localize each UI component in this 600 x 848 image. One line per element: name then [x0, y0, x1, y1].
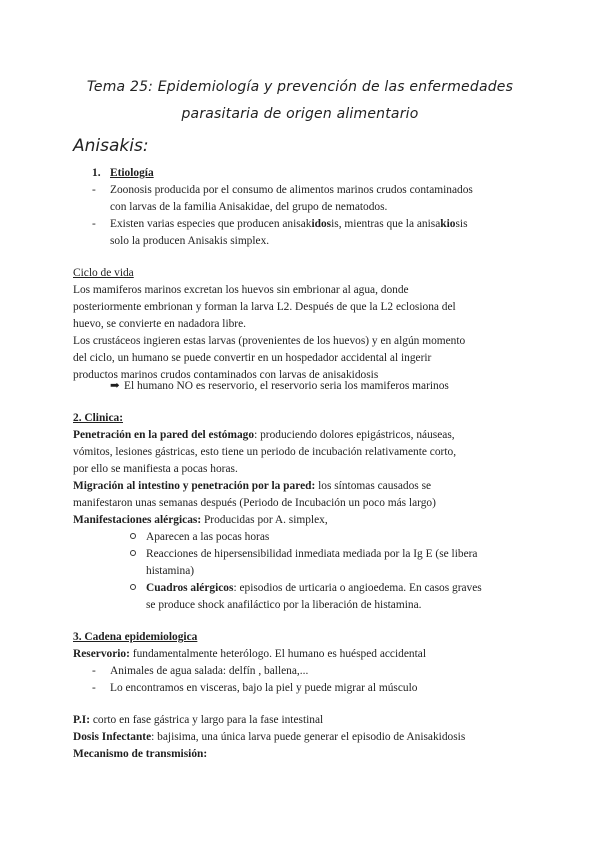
s2-heading: 2. Clinica: — [73, 412, 123, 424]
s3-dosis-line: Dosis Infectante: bajisima, una única larva puede generar el episodio de Anisakidosis — [73, 731, 466, 743]
s1-bullet1-line1: Zoonosis producida por el consumo de alimentos marinos crudos contaminados — [110, 184, 473, 196]
s3-heading: 3. Cadena epidemiologica — [73, 631, 198, 643]
s2-migracion-line2: manifestaron unas semanas después (Periodo de Incubación un poco más largo) — [73, 497, 436, 509]
dash-bullet: - — [92, 184, 96, 196]
s3-pi-line: P.I: corto en fase gástrica y largo para la fase intestinal — [73, 714, 324, 726]
s2-circle-item3-line2: se produce shock anafiláctico por la liberación de histamina. — [146, 599, 422, 611]
ciclo-p2-line2: del ciclo, un humano se puede convertir en un hospedador accidental al ingerir — [73, 352, 432, 364]
ciclo-p2-line3: productos marinos crudos contaminados con larvas de anisakidosis — [73, 369, 379, 381]
document-title-line-2: parasitaria de origen alimentario — [181, 106, 419, 122]
s3-reservorio-line: Reservorio: fundamentalmente heterólogo. El humano es huésped accidental — [73, 648, 426, 660]
s2-penetracion-line2: vómitos, lesiones gástricas, esto tiene un periodo de incubación relativamente corto, — [73, 446, 457, 458]
ciclo-heading: Ciclo de vida — [73, 267, 134, 279]
ciclo-p1-line1: Los mamiferos marinos excretan los huevos sin embrionar al agua, donde — [73, 284, 409, 296]
dash-bullet: - — [92, 218, 96, 230]
s2-manifestaciones-line1: Manifestaciones alérgicas: Producidas por A. simplex, — [73, 514, 328, 526]
s2-circle-item1: Aparecen a las pocas horas — [146, 531, 270, 543]
ciclo-p1-line2: posteriormente embrionan y forman la larva L2. Después de que la L2 eclosiona del — [73, 301, 456, 313]
s2-circle-item2-line2: histamina) — [146, 565, 195, 577]
s3-dash-item2: Lo encontramos en visceras, bajo la piel y puede migrar al músculo — [110, 682, 418, 694]
dash-bullet: - — [92, 665, 96, 677]
s2-migracion-line1: Migración al intestino y penetración por la pared: los síntomas causados se — [73, 480, 432, 492]
ciclo-note: El humano NO es reservorio, el reservorio seria los mamiferos marinos — [124, 380, 449, 392]
s1-heading: Etiología — [110, 167, 154, 179]
s1-bullet2-line2: solo la producen Anisakis simplex. — [110, 235, 270, 247]
s2-circle-item2-line1: Reacciones de hipersensibilidad inmediata mediada por la Ig E (se libera — [146, 548, 478, 560]
s2-penetracion-line3: por ello se manifiesta a pocas horas. — [73, 463, 238, 475]
s1-bullet1-line2: con larvas de la familia Anisakidae, del grupo de nematodos. — [110, 201, 388, 213]
circle-bullet — [130, 550, 136, 556]
s2-circle-item3-line1: Cuadros alérgicos: episodios de urticaria o angioedema. En casos graves — [146, 582, 482, 594]
s1-bullet2-line1: Existen varias especies que producen anisakidosis, mientras que la anisakiosis — [110, 218, 468, 230]
dash-bullet: - — [92, 682, 96, 694]
s3-mecanismo-line: Mecanismo de transmisión: — [73, 748, 208, 760]
arrow-icon: ➡ — [110, 380, 120, 392]
document-title-line-1: Tema 25: Epidemiología y prevención de las enfermedades — [86, 79, 514, 95]
circle-bullet — [130, 584, 136, 590]
section-heading-anisakis: Anisakis: — [73, 136, 149, 156]
s1-number: 1. — [92, 167, 101, 179]
s2-penetracion-line1: Penetración en la pared del estómago: produciendo dolores epigástricos, náuseas, — [73, 429, 455, 441]
ciclo-p1-line3: huevo, se convierte en nadadora libre. — [73, 318, 247, 330]
circle-bullet — [130, 533, 136, 539]
ciclo-p2-line1: Los crustáceos ingieren estas larvas (provenientes de los huevos) y en algún momento — [73, 335, 466, 347]
s3-dash-item1: Animales de agua salada: delfín , ballena,... — [110, 665, 309, 677]
